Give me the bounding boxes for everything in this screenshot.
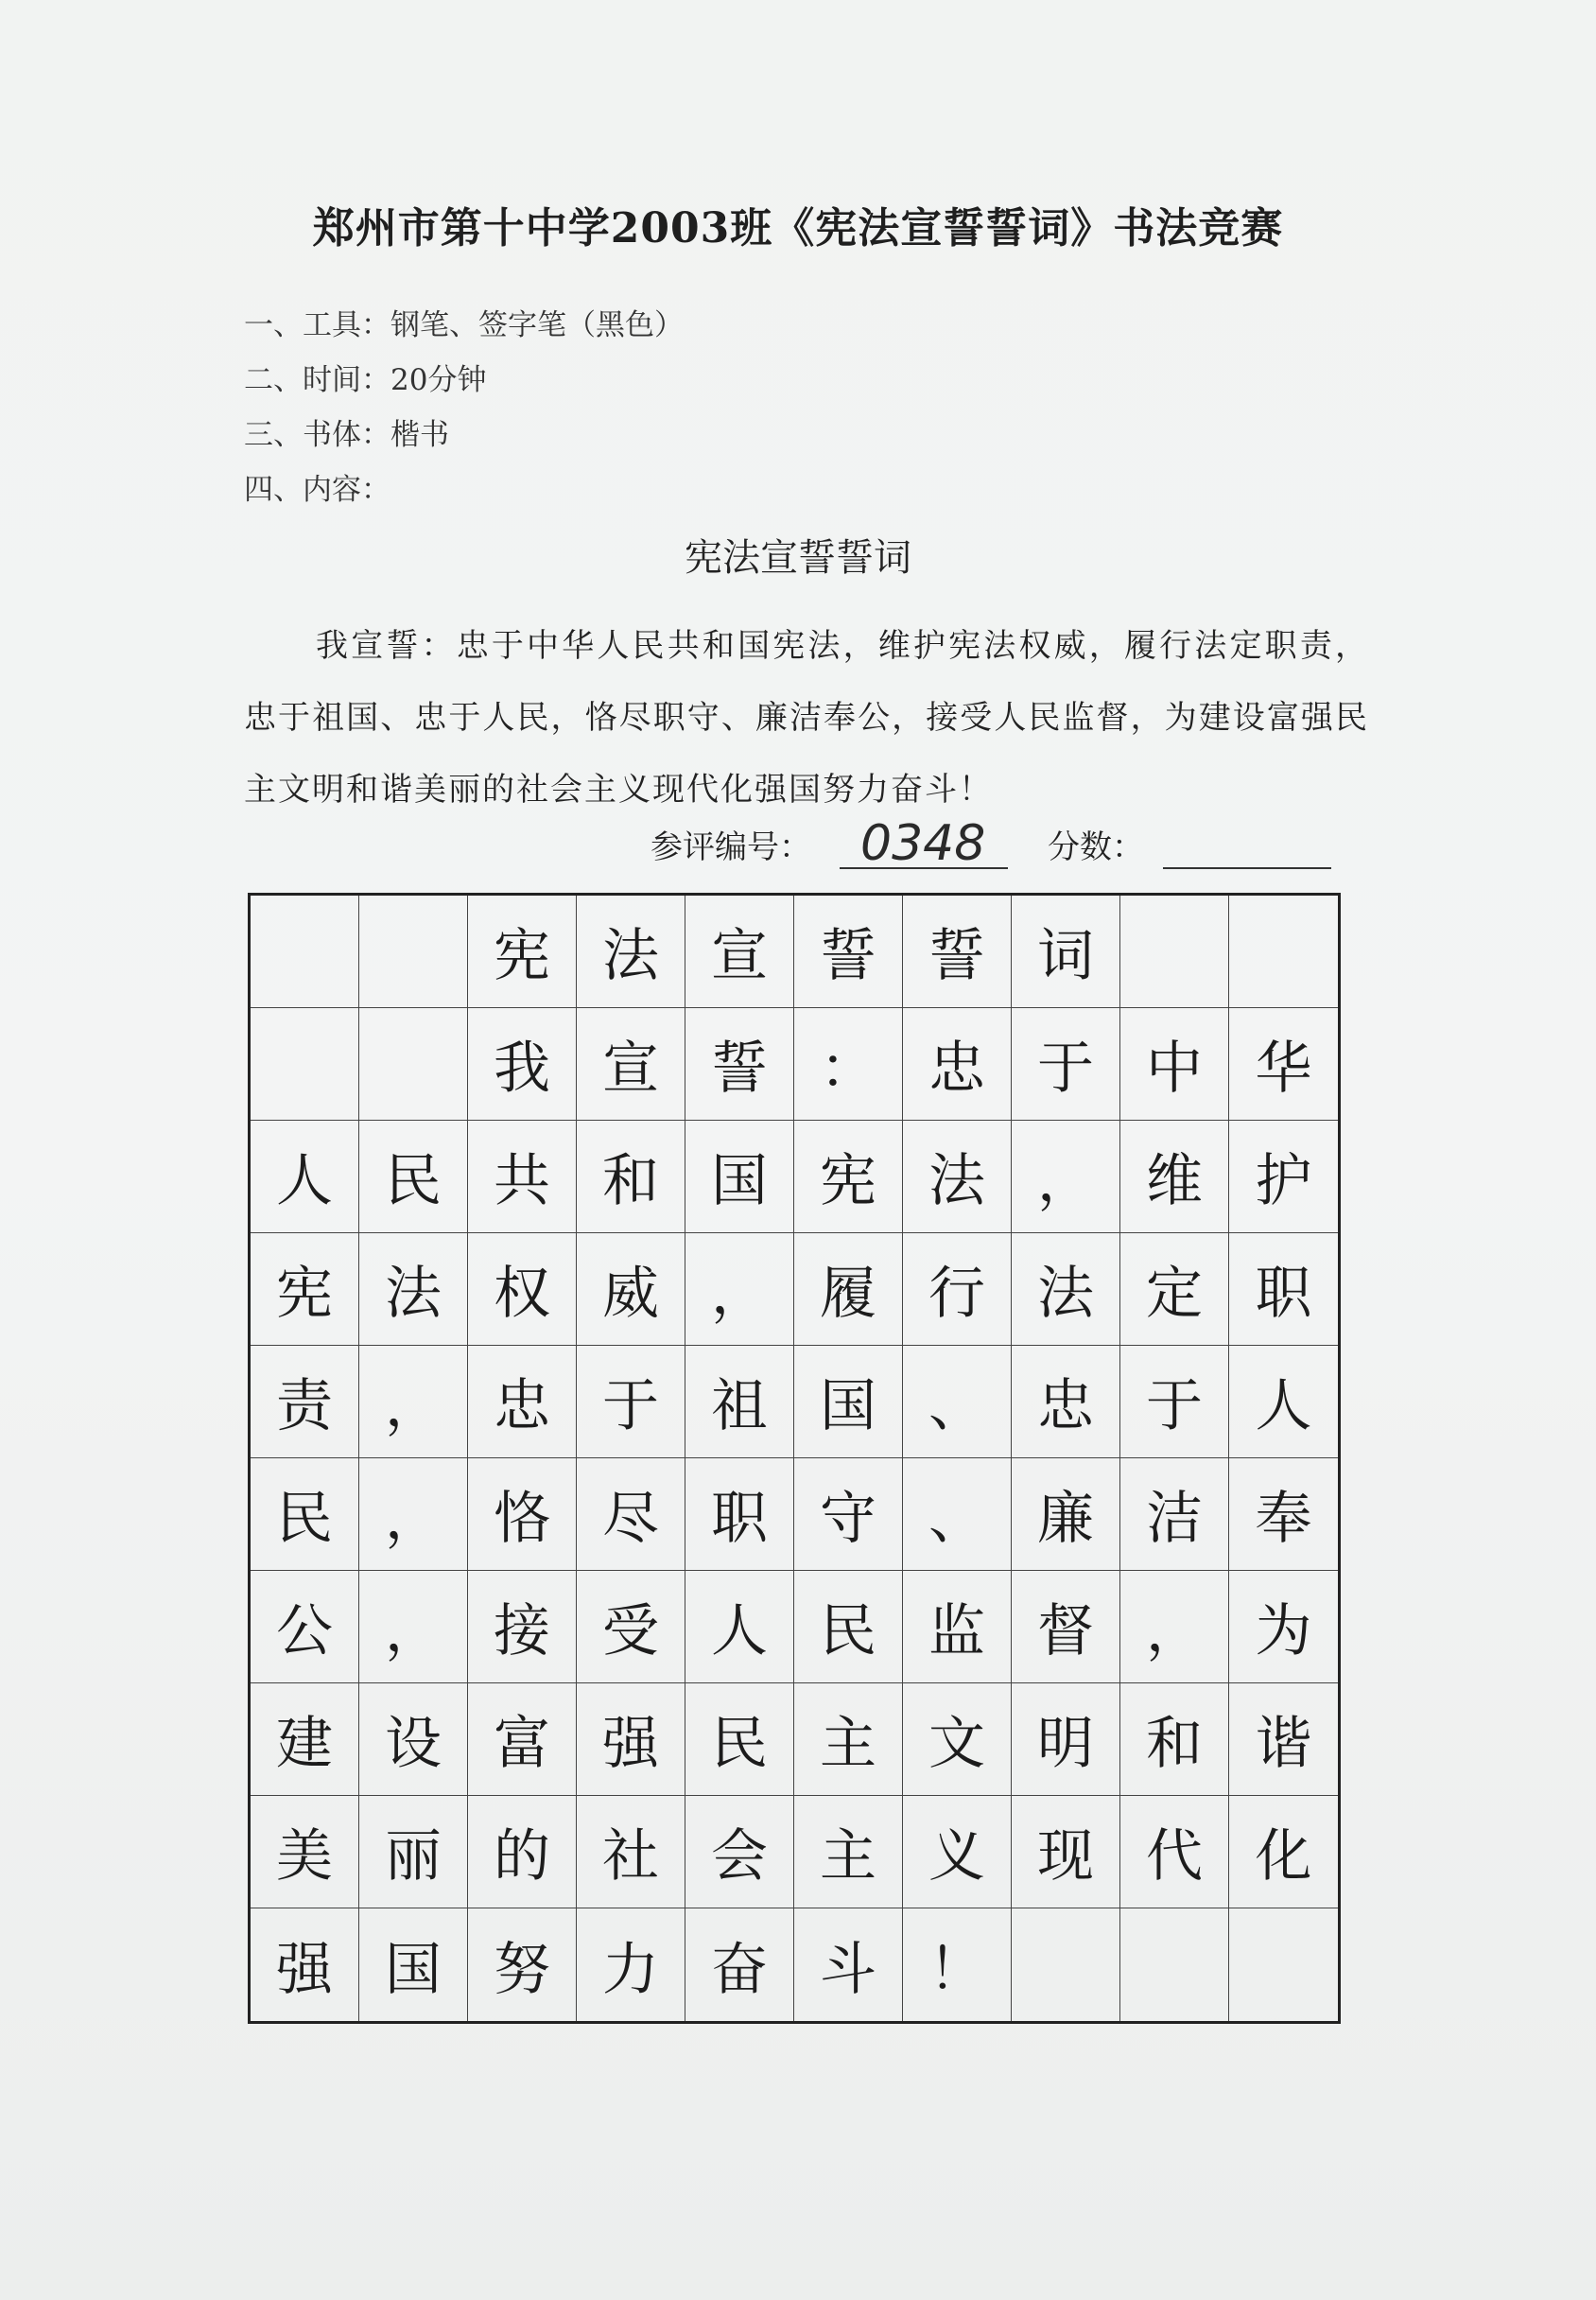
grid-cell: 、 [903,1458,1012,1571]
grid-cell: 法 [903,1121,1012,1233]
grid-cell [359,896,468,1008]
grid-cell: 宣 [577,1008,685,1121]
grid-cell: 尽 [577,1458,685,1571]
grid-cell: 、 [903,1346,1012,1458]
grid-cell: 权 [468,1233,577,1346]
grid-cell: 明 [1012,1683,1120,1796]
poem-title: 宪法宣誓誓词 [685,536,911,580]
grid-cell: 奉 [1229,1458,1338,1571]
grid-cell [1120,1908,1229,2021]
grid-cell: 恪 [468,1458,577,1571]
writing-grid [248,893,1341,2024]
grid-cell: 富 [468,1683,577,1796]
grid-cell: 人 [1229,1346,1338,1458]
grid-cell: 宪 [794,1121,903,1233]
grid-cell: 主 [794,1796,903,1908]
grid-cell: 宣 [685,896,794,1008]
grid-cell: 法 [577,896,685,1008]
grid-cell: 公 [251,1571,359,1683]
info-content: 四、内容： [244,473,390,507]
grid-cell: ， [1120,1571,1229,1683]
id-label: 参评编号： [651,828,811,866]
grid-cell: 强 [251,1908,359,2021]
grid-cell: 责 [251,1346,359,1458]
grid-cell: 会 [685,1796,794,1908]
grid-cell: 职 [685,1458,794,1571]
grid-cell: ， [685,1233,794,1346]
grid-cell: 为 [1229,1571,1338,1683]
grid-cell: 民 [359,1121,468,1233]
grid-cell: 接 [468,1571,577,1683]
grid-cell: 代 [1120,1796,1229,1908]
grid-cell: 国 [685,1121,794,1233]
grid-cell: 中 [1120,1008,1229,1121]
grid-cell: 丽 [359,1796,468,1908]
grid-cell [359,1008,468,1121]
grid-cell: 忠 [1012,1346,1120,1458]
grid-cell [1012,1908,1120,2021]
score-label: 分数： [1048,828,1144,866]
score-underline [1163,867,1331,869]
grid-cell: 的 [468,1796,577,1908]
grid-cell [251,1008,359,1121]
grid-cell: 定 [1120,1233,1229,1346]
grid-cell: ： [794,1008,903,1121]
grid-cell: 职 [1229,1233,1338,1346]
grid-cell: 共 [468,1121,577,1233]
grid-cell: 强 [577,1683,685,1796]
grid-cell: 人 [685,1571,794,1683]
grid-cell: 国 [794,1346,903,1458]
grid-cell: 国 [359,1908,468,2021]
grid-cell: ， [359,1346,468,1458]
grid-cell: ， [1012,1121,1120,1233]
grid-cell: 建 [251,1683,359,1796]
grid-cell: 民 [685,1683,794,1796]
grid-cell: 忠 [903,1008,1012,1121]
info-tools: 一、工具：钢笔、签字笔（黑色） [244,308,684,342]
grid-cell: 祖 [685,1346,794,1458]
oath-text: 我宣誓：忠于中华人民共和国宪法，维护宪法权威，履行法定职责，忠于祖国、忠于人民，恪尽职守、廉洁奉公，接受人民监督，为建设富强民主文明和谐美丽的社会主义现代化强国努力奋斗！ [244,627,1369,809]
grid-cell: 忠 [468,1346,577,1458]
grid-cell [1229,1908,1338,2021]
grid-cell: 誓 [685,1008,794,1121]
grid-cell: 受 [577,1571,685,1683]
grid-cell: 护 [1229,1121,1338,1233]
grid-cell: 于 [1012,1008,1120,1121]
grid-cell: 誓 [903,896,1012,1008]
grid-cell: 化 [1229,1796,1338,1908]
grid-cell: 廉 [1012,1458,1120,1571]
grid-cell: 宪 [468,896,577,1008]
grid-cell: 民 [251,1458,359,1571]
grid-cell: ， [359,1458,468,1571]
grid-cell: 奋 [685,1908,794,2021]
grid-cell: ！ [903,1908,1012,2021]
info-style: 三、书体：楷书 [244,418,449,452]
grid-cell: 设 [359,1683,468,1796]
grid-cell: 斗 [794,1908,903,2021]
grid-cell: 华 [1229,1008,1338,1121]
grid-cell: 文 [903,1683,1012,1796]
grid-cell: 和 [1120,1683,1229,1796]
grid-cell: 法 [359,1233,468,1346]
grid-cell: 民 [794,1571,903,1683]
grid-cell: 行 [903,1233,1012,1346]
grid-cell: ， [359,1571,468,1683]
grid-cell: 人 [251,1121,359,1233]
page-title: 郑州市第十中学2003班《宪法宣誓誓词》书法竞赛 [312,204,1284,253]
grid-cell [251,896,359,1008]
grid-cell: 社 [577,1796,685,1908]
grid-cell: 美 [251,1796,359,1908]
grid-cell: 我 [468,1008,577,1121]
grid-cell: 于 [1120,1346,1229,1458]
grid-cell: 现 [1012,1796,1120,1908]
grid-cell: 法 [1012,1233,1120,1346]
grid-cell: 努 [468,1908,577,2021]
grid-cell: 词 [1012,896,1120,1008]
grid-cell: 誓 [794,896,903,1008]
grid-cell: 义 [903,1796,1012,1908]
grid-cell: 力 [577,1908,685,2021]
grid-cell: 监 [903,1571,1012,1683]
grid-cell [1120,896,1229,1008]
grid-cell: 履 [794,1233,903,1346]
grid-cell: 洁 [1120,1458,1229,1571]
grid-cell: 守 [794,1458,903,1571]
grid-cell [1229,896,1338,1008]
grid-cell: 维 [1120,1121,1229,1233]
grid-cell: 主 [794,1683,903,1796]
info-time: 二、时间：20分钟 [244,363,487,397]
grid-cell: 威 [577,1233,685,1346]
grid-cell: 谐 [1229,1683,1338,1796]
grid-cell: 督 [1012,1571,1120,1683]
grid-cell: 和 [577,1121,685,1233]
grid-cell: 宪 [251,1233,359,1346]
grid-cell: 于 [577,1346,685,1458]
id-value: 0348 [860,815,986,872]
